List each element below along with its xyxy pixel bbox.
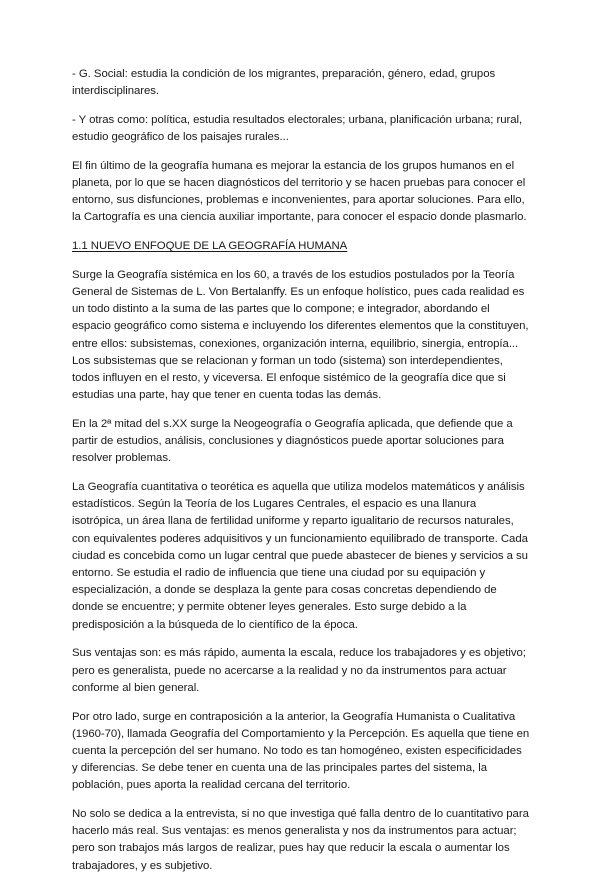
paragraph-humanist-geography: Por otro lado, surge en contraposición a la anterior, la Geografía Humanista o Cualitativa (1960-70), llamada Geografía del Comportamiento y la Percepción. Es aquella que tiene en cuenta la percepción del ser humano. No todo es tan homogéneo, existen especificidades y diferencias. Se debe tener en cuenta una de las principales partes del sistema, la población, pues aporta la realidad cercana del territorio. <box>72 710 530 792</box>
paragraph-systemic-geography: Surge la Geografía sistémica en los 60, a través de los estudios postulados por la Teoría General de Sistemas de L. Von Bertalanffy. Es un enfoque holístico, pues cada realidad es un todo distinto a la suma de las partes que lo compone; e integrador, abordando el espacio geográfico como sistema e incluyendo los diferentes elementos que la constituyen, entre ellos: subsistemas, conexiones, organización interna, equilibrio, sinergia, entropía... Los subsistemas que se relacionan y forman un todo (sistema) son interdependientes, todos influyen en el resto, y viceversa. El enfoque sistémico de la geografía dice que si estudias una parte, hay que tener en cuenta todas las demás. <box>72 268 529 402</box>
paragraph-human-geography-goal: El fin último de la geografía humana es mejorar la estancia de los grupos humanos en el planeta, por lo que se hacen diagnósticos del territorio y se hacen pruebas para conocer el entorno, sus disfunciones, problemas e inconvenientes, para aportar soluciones. Para ello, la Cartografía es una ciencia auxiliar importante, para conocer el espacio donde plasmarlo. <box>72 159 527 224</box>
paragraph-quantitative-advantages: Sus ventajas son: es más rápido, aumenta la escala, reduce los trabajadores y es objetivo; pero es generalista, puede no acercarse a la realidad y no da instrumentos para actuar conforme al bien general. <box>72 647 526 694</box>
paragraph-social-geography: - G. Social: estudia la condición de los migrantes, preparación, género, edad, grupos interdisciplinares. <box>72 68 496 98</box>
section-heading: 1.1 NUEVO ENFOQUE DE LA GEOGRAFÍA HUMANA <box>72 240 348 253</box>
paragraph-humanist-advantages: No solo se dedica a la entrevista, si no que investiga qué falla dentro de lo cuantitativo para hacerlo más real. Sus ventajas: es menos generalista y nos da instrumentos para actuar; pero son trabajos más largos de realizar, pues hay que reducir la escala o aumentar los trabajadores, y es subjetivo. <box>72 808 529 872</box>
paragraph-neogeography: En la 2ª mitad del s.XX surge la Neogeografía o Geografía aplicada, que defiende que a partir de estudios, análisis, conclusiones y diagnósticos puede aportar soluciones para resolver problemas. <box>72 417 513 465</box>
paragraph-quantitative-geography: La Geografía cuantitativa o teorética es aquella que utiliza modelos matemáticos y análisis estadísticos. Según la Teoría de los Lugares Centrales, el espacio es una llanura isotrópica, un área llana de fertilidad uniforme y reparto igualitario de recursos naturales, con equivalentes poderes adquisitivos y un funcionamiento equilibrado de transporte. Cada ciudad es concebida como un lugar central que puede abastecer de bienes y servicios a su entorno. Se estudia el radio de influencia que tiene una ciudad por su equipación y especialización, a donde se desplaza la gente para cosas concretas dependiendo de donde se encuentre; y permite obtener leyes generales. Esto surge debido a la predisposición a la búsqueda de lo científico de la época. <box>72 481 528 631</box>
paragraph-other-branches: - Y otras como: política, estudia resultados electorales; urbana, planificación urbana; rural, estudio geográfico de los paisajes rurales... <box>72 113 523 144</box>
document-page <box>72 66 530 886</box>
